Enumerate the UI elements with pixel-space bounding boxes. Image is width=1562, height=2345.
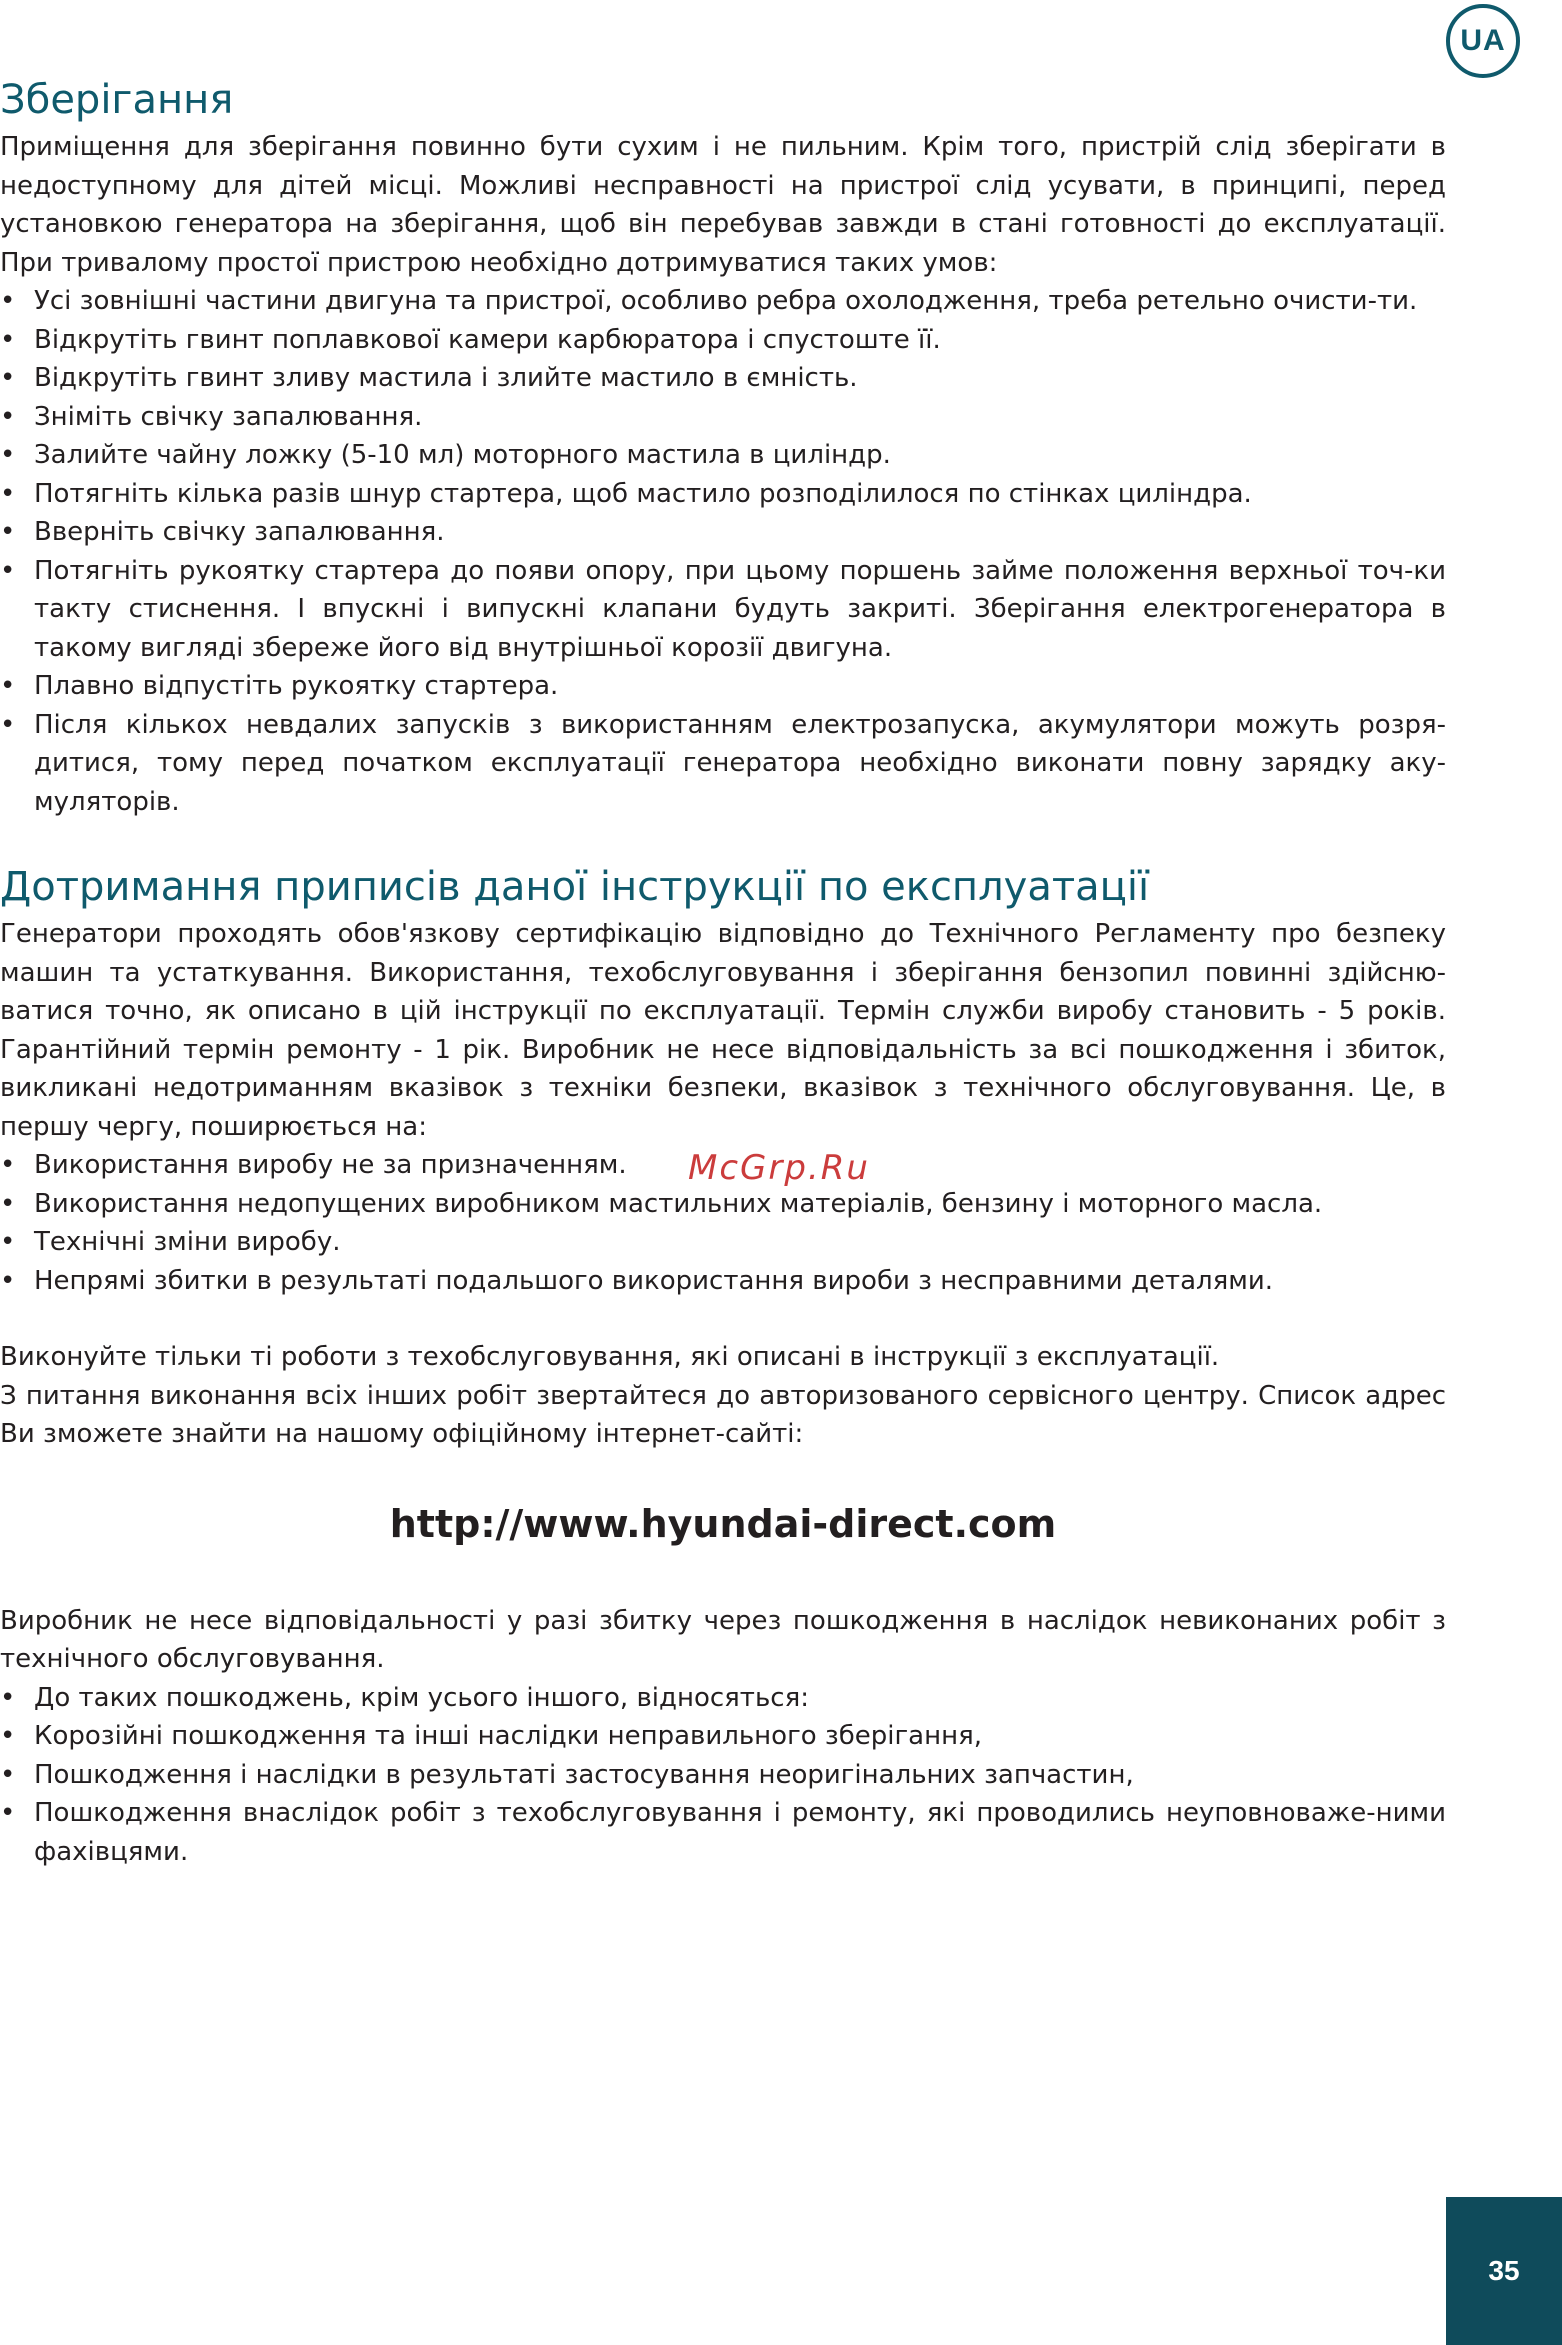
watermark: McGrp.Ru (688, 1148, 870, 1188)
list-item: • Використання недопущених виробником мастильних матеріалів, бензину і моторного масла. (0, 1185, 1446, 1224)
list-item: • Залийте чайну ложку (5-10 мл) моторного мастила в циліндр. (0, 436, 1446, 475)
list-item: • Пошкодження внаслідок робіт з техобслуговування і ремонту, які проводились неуповноваже-ними фахівцями. (0, 1794, 1446, 1871)
list-item: • Використання виробу не за призначенням. (0, 1146, 1446, 1185)
storage-title: Зберігання (0, 77, 234, 123)
list-item: • Потягніть рукоятку стартера до появи опору, при цьому поршень займе положення верхньої точ-ки такту стиснення. І впускні і випускні клапани будуть закриті. Зберігання електрогенератора в такому вигляді збереже його від внутрішньої корозії двигуна. (0, 552, 1446, 668)
list-item: • Вверніть свічку запалювання. (0, 513, 1446, 552)
liability-intro: Виробник не несе відповідальності у разі збитку через пошкодження в наслідок невиконаних робіт з технічного обслуговування. (0, 1605, 1446, 1674)
list-item: • Відкрутіть гвинт зливу мастила і злийте мастило в ємність. (0, 359, 1446, 398)
storage-intro: Приміщення для зберігання повинно бути сухим і не пильним. Крім того, пристрій слід зберігати в недоступному для дітей місці. Можливі несправності на пристрої слід усувати, в принципі, перед установкою генератора на зберігання, щоб він перебував завжди в стані готовності до експлуатації. При тривалому простої пристрою необхідно дотримуватися таких умов: (0, 132, 1446, 278)
compliance-title: Дотримання приписів даної інструкції по експлуатації (0, 864, 1150, 910)
list-item: • Відкрутіть гвинт поплавкової камери карбюратора і спустоште її. (0, 321, 1446, 360)
list-item: • Усі зовнішні частини двигуна та пристрої, особливо ребра охолодження, треба ретельно очисти-ти. (0, 282, 1446, 321)
list-item: • Потягніть кілька разів шнур стартера, щоб мастило розподілилося по стінках циліндра. (0, 475, 1446, 514)
language-badge: UA (1446, 4, 1520, 78)
website-link[interactable]: http://www.hyundai-direct.com (389, 1501, 1057, 1546)
list-item: • Після кількох невдалих запусків з використанням електрозапуска, акумулятори можуть розря-дитися, тому перед початком експлуатації генератора необхідно виконати повну зарядку аку-муляторів. (0, 706, 1446, 822)
spacer (0, 1550, 1446, 1602)
list-item: • Непрямі збитки в результаті подальшого використання вироби з несправними деталями. (0, 1262, 1446, 1301)
compliance-intro: Генератори проходять обов'язкову сертифікацію відповідно до Технічного Регламенту про безпеку машин та устаткування. Використання, техобслуговування і зберігання бензопил повинні здійсню-ватися точно, як описано в цій інструкції по експлуатації. Термін служби виробу становить - 5 років. Гарантійний термін ремонту - 1 рік. Виробник не несе відповідальність за всі пошкодження і збиток, викликані недотриманням вказівок з техніки безпеки, вказівок з технічного обслуговування. Це, в першу чергу, поширюється на: (0, 919, 1446, 1142)
service-note: Виконуйте тільки ті роботи з техобслуговування, які описані в інструкції з експлуатації. (0, 1342, 1220, 1372)
list-item: • Пошкодження і наслідки в результаті застосування неоригінальних запчастин, (0, 1756, 1446, 1795)
service-center-note: З питання виконання всіх інших робіт звертайтеся до авторизованого сервісного центру. Список адрес Ви зможете знайти на нашому офіційному інтернет-сайті: (0, 1380, 1446, 1449)
list-item: • Зніміть свічку запалювання. (0, 398, 1446, 437)
list-item: • Технічні зміни виробу. (0, 1223, 1446, 1262)
storage-list (0, 282, 1446, 821)
list-item: • До таких пошкоджень, крім усього іншого, відносяться: (0, 1679, 1446, 1718)
liability-list (0, 1679, 1446, 1872)
page-content (0, 72, 1446, 1871)
spacer (0, 1300, 1446, 1338)
page-number: 35 (1446, 2197, 1562, 2345)
list-item: • Корозійні пошкодження та інші наслідки неправильного зберігання, (0, 1717, 1446, 1756)
list-item: • Плавно відпустіть рукоятку стартера. (0, 667, 1446, 706)
